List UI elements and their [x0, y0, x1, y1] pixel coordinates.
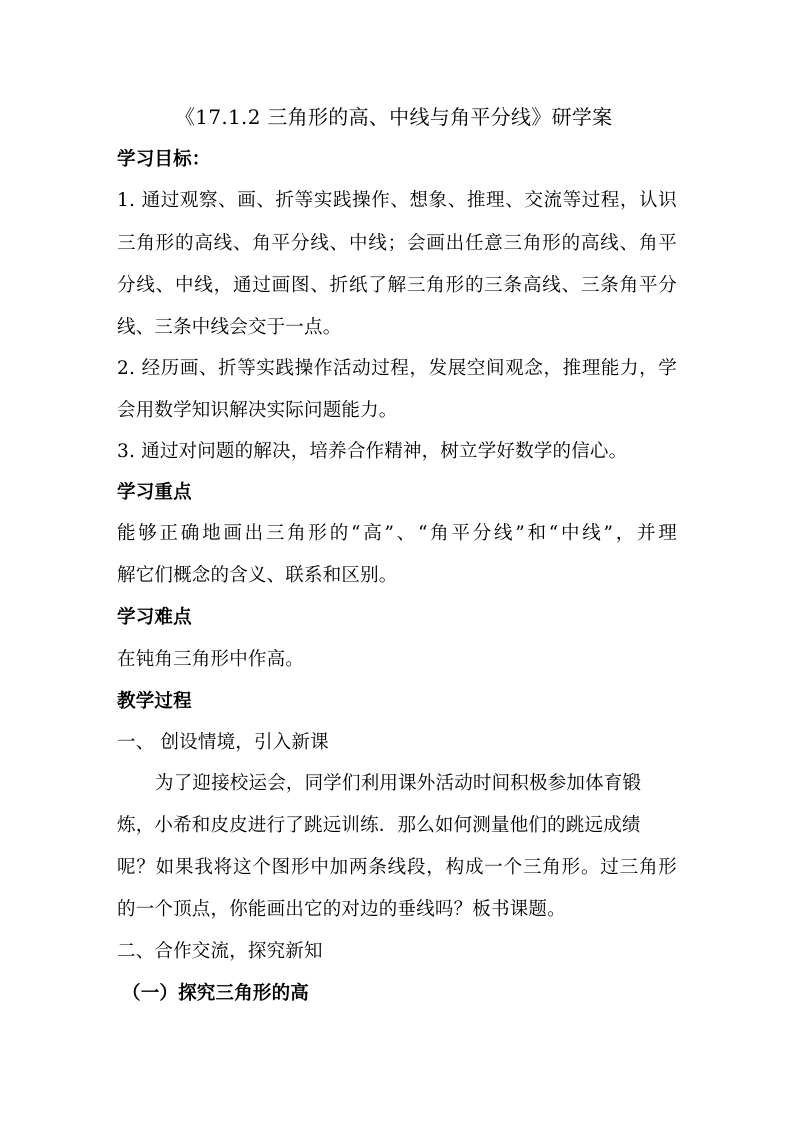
section-two-heading: 二、合作交流，探究新知: [117, 941, 323, 962]
intro-paragraph-line-1: 为了迎接校运会，同学们利用课外活动时间积极参加体育锻: [155, 773, 642, 794]
goal-1-line-4: 线、三条中线会交于一点。: [117, 317, 342, 338]
goal-2-line-2: 会用数学知识解决实际问题能力。: [117, 400, 398, 421]
document-title: 《17.1.2 三角形的高、中线与角平分线》研学案: [175, 105, 613, 129]
section-one-heading: 一、 创设情境，引入新课: [117, 732, 329, 753]
intro-paragraph-line-2: 炼，小希和皮皮进行了跳远训练．那么如何测量他们的跳远成绩: [117, 815, 641, 836]
difficulties-line: 在钝角三角形中作高。: [117, 649, 305, 670]
intro-paragraph-line-3: 呢？如果我将这个图形中加两条线段，构成一个三角形。过三角形: [117, 857, 677, 878]
goal-2-line-1: 2. 经历画、折等实践操作活动过程，发展空间观念，推理能力，学: [117, 358, 677, 379]
goal-1-line-1: 1. 通过观察、画、折等实践操作、想象、推理、交流等过程，认识: [117, 190, 677, 211]
intro-paragraph-line-4: 的一个顶点，你能画出它的对边的垂线吗？板书课题。: [117, 899, 566, 920]
key-points-line-2: 解它们概念的含义、联系和区别。: [117, 565, 398, 586]
goal-3-line: 3. 通过对问题的解决，培养合作精神，树立学好数学的信心。: [117, 441, 628, 462]
heading-teaching-process: 教学过程: [117, 691, 192, 712]
heading-key-points: 学习重点: [117, 482, 192, 503]
goal-1-line-2: 三角形的高线、角平分线、中线；会画出任意三角形的高线、角平: [117, 233, 677, 254]
subsection-one-heading: （一）探究三角形的高: [122, 983, 310, 1004]
goal-1-line-3: 分线、中线，通过画图、折纸了解三角形的三条高线、三条角平分: [117, 275, 677, 296]
heading-learning-goals: 学习目标：: [117, 149, 211, 170]
key-points-line-1: 能够正确地画出三角形的“高”、“角平分线”和“中线”，并理: [117, 523, 677, 544]
heading-difficulties: 学习难点: [117, 607, 192, 628]
